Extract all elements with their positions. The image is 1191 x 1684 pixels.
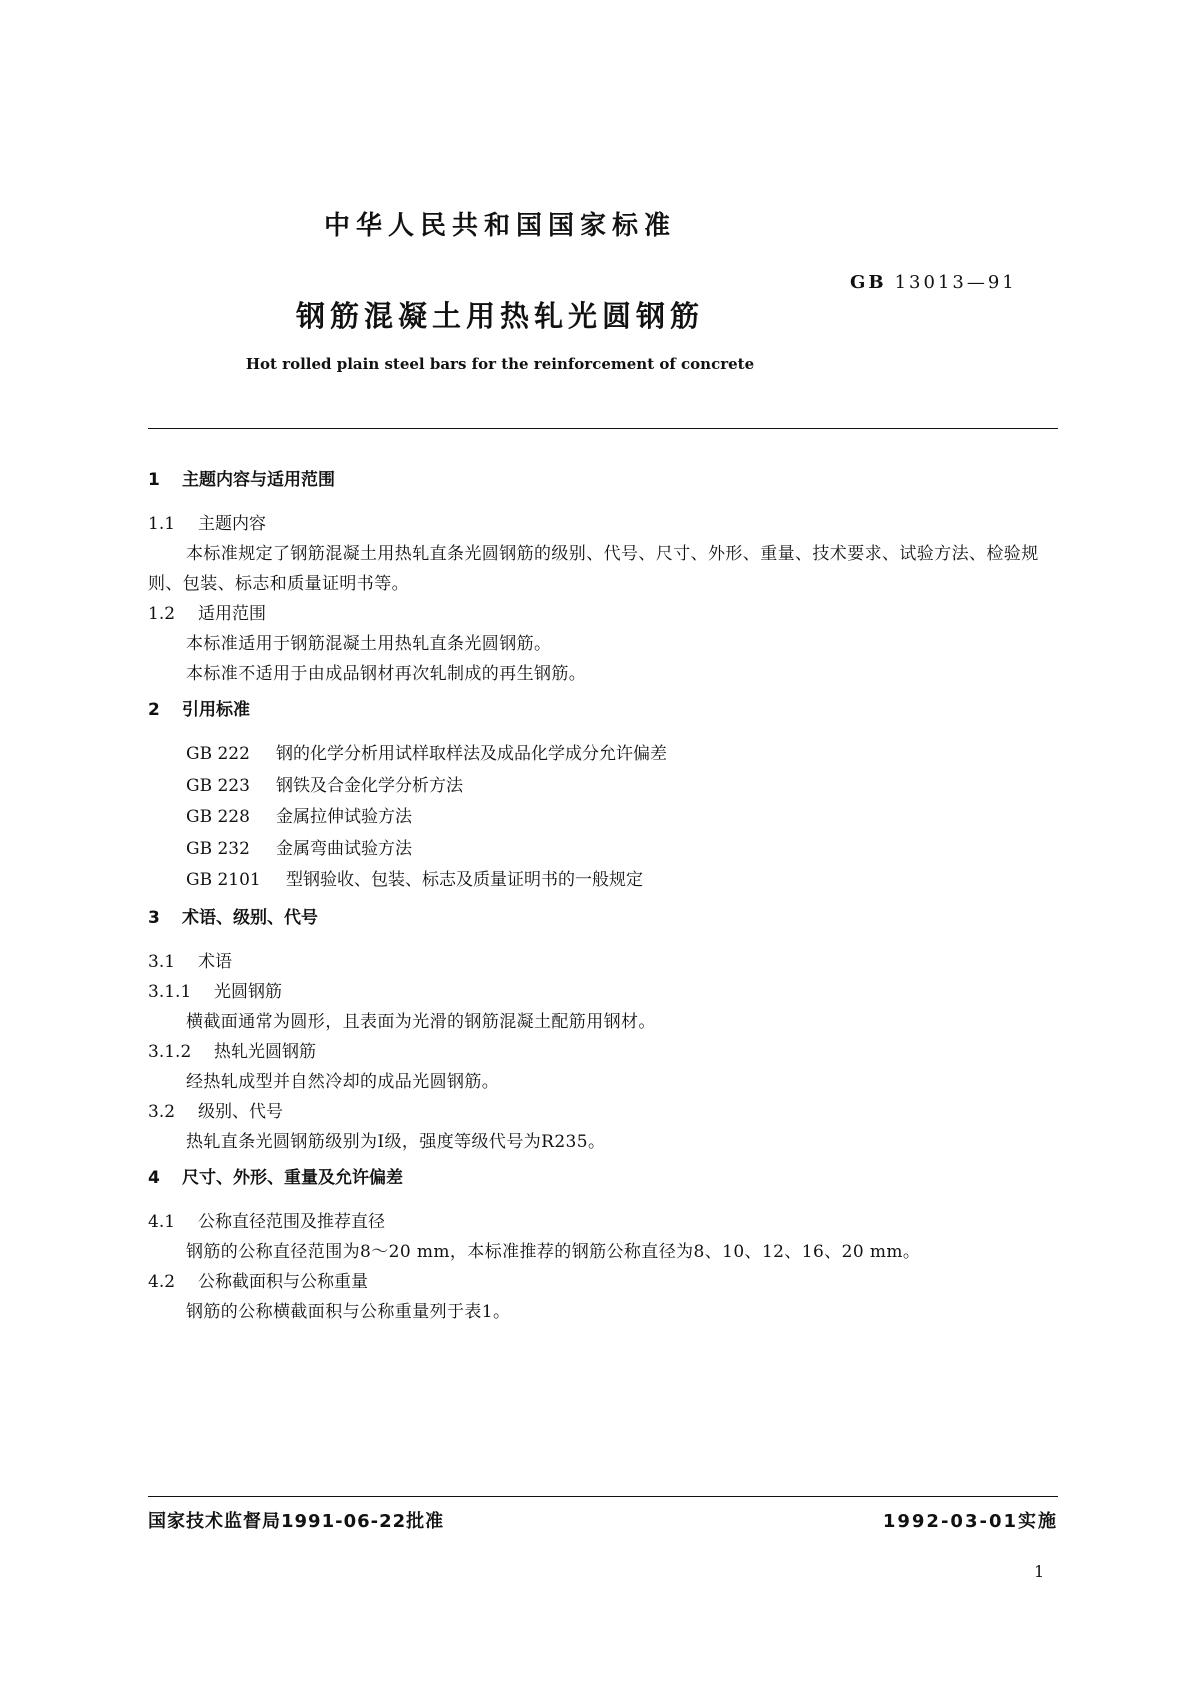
ref-text: 型钢验收、包装、标志及质量证明书的一般规定 bbox=[286, 870, 643, 890]
section-3-1-heading bbox=[148, 947, 1058, 977]
section-3-1-1-heading bbox=[148, 977, 1058, 1007]
document-title-cn: 钢筋混凝土用热轧光圆钢筋 bbox=[295, 299, 704, 333]
national-standard-heading: 中华人民共和国国家标准 bbox=[323, 211, 676, 241]
standard-code-number: 13013—91 bbox=[894, 272, 1017, 293]
section-number: 4 bbox=[148, 1167, 160, 1188]
list-item bbox=[186, 739, 1058, 771]
subsection-number: 4.2 bbox=[148, 1271, 176, 1292]
document-title-en: Hot rolled plain steel bars for the reinforcement of concrete bbox=[245, 355, 755, 373]
ref-code: GB 223 bbox=[186, 775, 250, 796]
ref-code: GB 222 bbox=[186, 744, 250, 764]
section-number: 2 bbox=[148, 700, 160, 720]
standard-code-prefix: GB bbox=[850, 272, 887, 293]
section-3-2-paragraph: 热轧直条光圆钢筋级别为Ⅰ级，强度等级代号为R235。 bbox=[186, 1131, 606, 1152]
section-title: 主题内容与适用范围 bbox=[182, 470, 335, 490]
subsection-number: 3.2 bbox=[148, 1101, 176, 1122]
section-1-2-paragraph-1: 本标准适用于钢筋混凝土用热轧直条光圆钢筋。 bbox=[186, 634, 552, 654]
section-title: 引用标准 bbox=[182, 700, 250, 720]
ref-text: 钢铁及合金化学分析方法 bbox=[276, 775, 463, 796]
subsection-title: 术语 bbox=[198, 951, 232, 972]
section-1-2-heading bbox=[148, 599, 1058, 629]
approval-statement: 国家技术监督局1991-06-22批准 bbox=[148, 1511, 445, 1532]
subsection-title: 热轧光圆钢筋 bbox=[214, 1041, 316, 1062]
subsection-number: 4.1 bbox=[148, 1211, 176, 1232]
section-title: 术语、级别、代号 bbox=[182, 907, 318, 928]
subsection-title: 公称直径范围及推荐直径 bbox=[198, 1211, 385, 1232]
section-4-heading bbox=[148, 1163, 1058, 1193]
footer-divider bbox=[148, 1496, 1058, 1497]
page-number: 1 bbox=[1034, 1562, 1045, 1581]
list-item bbox=[186, 865, 1058, 897]
ref-text: 金属弯曲试验方法 bbox=[276, 838, 412, 859]
subsection-title: 公称截面积与公称重量 bbox=[198, 1271, 368, 1292]
subsection-number: 3.1 bbox=[148, 951, 176, 972]
subsection-title: 光圆钢筋 bbox=[214, 981, 282, 1002]
ref-text: 钢的化学分析用试样取样法及成品化学成分允许偏差 bbox=[276, 744, 667, 764]
list-item bbox=[186, 802, 1058, 834]
ref-code: GB 2101 bbox=[186, 870, 261, 890]
section-4-2-paragraph: 钢筋的公称横截面积与公称重量列于表1。 bbox=[186, 1301, 511, 1322]
section-4-1-heading bbox=[148, 1207, 1058, 1237]
section-number: 3 bbox=[148, 907, 160, 928]
section-1-2-paragraph-2: 本标准不适用于由成品钢材再次轧制成的再生钢筋。 bbox=[186, 664, 587, 684]
section-4-1-paragraph: 钢筋的公称直径范围为8～20 mm，本标准推荐的钢筋公称直径为8、10、12、16、20 mm。 bbox=[186, 1241, 921, 1262]
subsection-title: 适用范围 bbox=[198, 604, 266, 624]
header-divider bbox=[148, 428, 1058, 429]
referenced-standards-list bbox=[148, 739, 1058, 897]
document-body bbox=[148, 465, 1058, 1327]
section-1-heading bbox=[148, 465, 1058, 495]
section-3-heading bbox=[148, 903, 1058, 933]
subsection-number: 3.1.1 bbox=[148, 981, 192, 1002]
list-item bbox=[186, 834, 1058, 866]
section-4-2-heading bbox=[148, 1267, 1058, 1297]
standard-code bbox=[850, 272, 1017, 293]
subsection-number: 3.1.2 bbox=[148, 1041, 192, 1062]
section-number: 1 bbox=[148, 470, 160, 490]
section-3-2-heading bbox=[148, 1097, 1058, 1127]
section-1-1-heading bbox=[148, 509, 1058, 539]
section-2-heading bbox=[148, 695, 1058, 725]
ref-code: GB 228 bbox=[186, 807, 250, 827]
ref-code: GB 232 bbox=[186, 838, 250, 859]
ref-text: 金属拉伸试验方法 bbox=[276, 807, 412, 827]
section-title: 尺寸、外形、重量及允许偏差 bbox=[182, 1167, 403, 1188]
subsection-title: 级别、代号 bbox=[198, 1101, 283, 1122]
section-3-1-1-paragraph: 横截面通常为圆形，且表面为光滑的钢筋混凝土配筋用钢材。 bbox=[186, 1011, 656, 1032]
section-3-1-2-paragraph: 经热轧成型并自然冷却的成品光圆钢筋。 bbox=[186, 1071, 500, 1092]
subsection-number: 1.2 bbox=[148, 604, 176, 624]
section-3-1-2-heading bbox=[148, 1037, 1058, 1067]
subsection-number: 1.1 bbox=[148, 514, 176, 534]
list-item bbox=[186, 771, 1058, 803]
section-1-1-paragraph: 本标准规定了钢筋混凝土用热轧直条光圆钢筋的级别、代号、尺寸、外形、重量、技术要求、试验方法、检验规则、包装、标志和质量证明书等。 bbox=[148, 544, 1039, 594]
subsection-title: 主题内容 bbox=[198, 514, 266, 534]
implementation-date: 1992-03-01实施 bbox=[882, 1511, 1058, 1532]
